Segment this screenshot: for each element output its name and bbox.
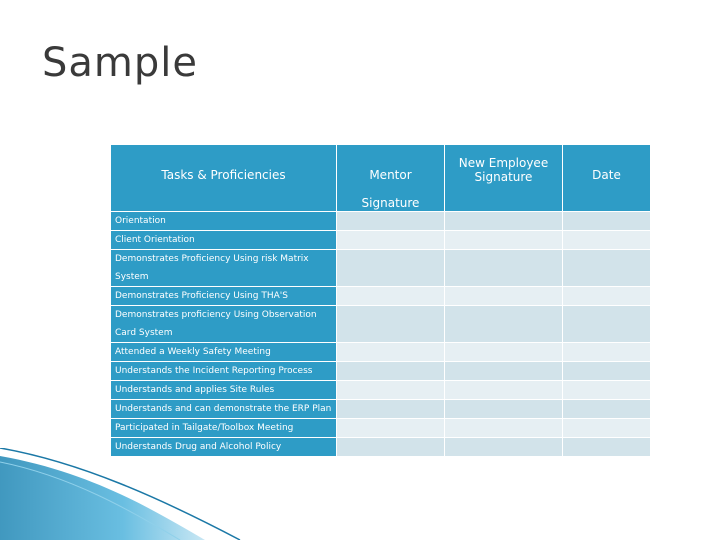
mentor-signature-cell — [337, 342, 445, 361]
task-cell: Demonstrates proficiency Using Observation Card System — [111, 305, 337, 342]
mentor-signature-cell — [337, 418, 445, 437]
header-new-employee-label: New Employee Signature — [458, 156, 549, 184]
header-mentor — [337, 145, 445, 212]
header-mentor-label: Mentor — [369, 168, 412, 182]
employee-signature-cell — [445, 305, 563, 342]
employee-signature-cell — [445, 361, 563, 380]
table-row — [111, 418, 651, 437]
task-cell: Demonstrates Proficiency Using THA'S — [111, 286, 337, 305]
mentor-signature-cell — [337, 249, 445, 286]
mentor-signature-cell — [337, 211, 445, 230]
mentor-signature-cell — [337, 286, 445, 305]
task-cell: Understands the Incident Reporting Process — [111, 361, 337, 380]
task-cell: Understands and can demonstrate the ERP Plan — [111, 399, 337, 418]
employee-signature-cell — [445, 249, 563, 286]
table-row — [111, 361, 651, 380]
task-cell: Demonstrates Proficiency Using risk Matrix System — [111, 249, 337, 286]
table-row — [111, 399, 651, 418]
employee-signature-cell — [445, 399, 563, 418]
table-row — [111, 249, 651, 286]
wave-shape — [0, 456, 205, 540]
table-row — [111, 380, 651, 399]
employee-signature-cell — [445, 286, 563, 305]
employee-signature-cell — [445, 342, 563, 361]
task-cell: Client Orientation — [111, 230, 337, 249]
header-tasks-label: Tasks & Proficiencies — [161, 168, 286, 182]
header-date-label: Date — [592, 168, 621, 182]
task-cell: Orientation — [111, 211, 337, 230]
date-cell — [563, 342, 651, 361]
date-cell — [563, 305, 651, 342]
employee-signature-cell — [445, 230, 563, 249]
header-new-employee — [445, 145, 563, 212]
employee-signature-cell — [445, 380, 563, 399]
task-cell: Attended a Weekly Safety Meeting — [111, 342, 337, 361]
task-cell: Understands Drug and Alcohol Policy — [111, 437, 337, 456]
table-row — [111, 230, 651, 249]
task-cell: Understands and applies Site Rules — [111, 380, 337, 399]
header-tasks — [111, 145, 337, 212]
date-cell — [563, 230, 651, 249]
date-cell — [563, 249, 651, 286]
mentor-signature-cell — [337, 380, 445, 399]
decorative-wave — [0, 448, 720, 540]
header-date — [563, 145, 651, 212]
employee-signature-cell — [445, 418, 563, 437]
mentor-signature-cell — [337, 230, 445, 249]
date-cell — [563, 286, 651, 305]
table-row — [111, 342, 651, 361]
table-header-row — [111, 145, 651, 212]
mentor-signature-cell — [337, 361, 445, 380]
date-cell — [563, 399, 651, 418]
mentor-signature-cell — [337, 305, 445, 342]
date-cell — [563, 361, 651, 380]
table-row — [111, 305, 651, 342]
date-cell — [563, 211, 651, 230]
proficiency-table — [110, 144, 651, 457]
date-cell — [563, 380, 651, 399]
task-cell: Participated in Tailgate/Toolbox Meeting — [111, 418, 337, 437]
date-cell — [563, 418, 651, 437]
table-row — [111, 211, 651, 230]
header-mentor-signature-label: Signature — [361, 195, 420, 210]
mentor-signature-cell — [337, 399, 445, 418]
slide-title: Sample — [42, 40, 198, 86]
table-row — [111, 286, 651, 305]
employee-signature-cell — [445, 211, 563, 230]
